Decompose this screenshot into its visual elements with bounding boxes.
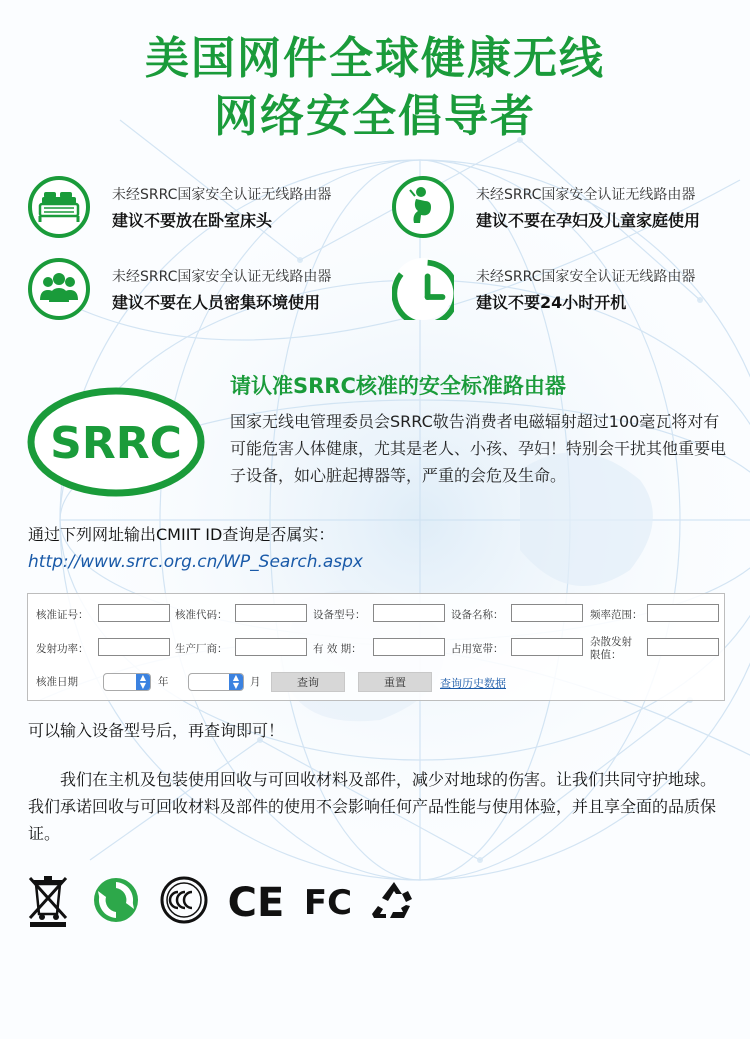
approval-code-input[interactable] xyxy=(235,604,307,622)
device-model-input[interactable] xyxy=(373,604,445,622)
srrc-logo xyxy=(26,386,206,498)
query-history-link[interactable]: 查询历史数据 xyxy=(440,677,506,690)
ce-mark-icon xyxy=(228,872,284,928)
transmit-power-input[interactable] xyxy=(98,638,170,656)
manufacturer-input[interactable] xyxy=(235,638,307,656)
warning-crowded xyxy=(28,258,368,330)
green-recycling-icon xyxy=(92,872,140,928)
device-model-label: 设备型号： xyxy=(313,609,366,621)
pregnant-woman-icon xyxy=(392,176,454,238)
month-label: 月 xyxy=(250,676,261,688)
form-row-1 xyxy=(28,602,726,628)
month-select[interactable] xyxy=(188,673,244,691)
certification-icons xyxy=(26,872,426,932)
warning-caption: 未经SRRC国家安全认证无线路由器 xyxy=(112,187,332,203)
search-button[interactable]: 查询 xyxy=(271,672,345,692)
title-line-2: 网络安全倡导者 xyxy=(214,91,536,142)
device-name-label: 设备名称： xyxy=(451,609,504,621)
crowd-icon xyxy=(28,258,90,320)
warning-bedroom xyxy=(28,176,368,248)
form-row-3 xyxy=(28,669,726,695)
transmit-power-label: 发射功率： xyxy=(36,643,89,655)
validity-label: 有 效 期： xyxy=(313,643,362,655)
spinner-icon: ▲ ▼ xyxy=(229,674,243,690)
srrc-search-link[interactable]: http://www.srrc.org.cn/WP_Search.aspx xyxy=(28,552,363,572)
year-select[interactable] xyxy=(103,673,151,691)
fcc-mark-icon xyxy=(302,872,354,928)
warning-advice: 建议不要在孕妇及儿童家庭使用 xyxy=(476,211,701,230)
weee-bin-icon xyxy=(26,872,70,928)
approval-number-input[interactable] xyxy=(98,604,170,622)
device-name-input[interactable] xyxy=(511,604,583,622)
spurious-emission-label: 杂散发射限值： xyxy=(590,636,632,661)
srrc-heading: 请认准SRRC核准的安全标准路由器 xyxy=(230,374,566,398)
title-line-1: 美国网件全球健康无线 xyxy=(145,33,605,84)
frequency-range-label: 频率范围： xyxy=(590,609,643,621)
approval-date-label: 核准日期 xyxy=(36,676,78,688)
ccc-certification-icon xyxy=(158,872,210,928)
approval-code-label: 核准代码： xyxy=(175,609,228,621)
spurious-emission-input[interactable] xyxy=(647,638,719,656)
fcc-mark-text: FC xyxy=(303,883,353,923)
year-label: 年 xyxy=(158,676,169,688)
warning-24h xyxy=(392,258,732,330)
warning-advice: 建议不要在人员密集环境使用 xyxy=(112,293,321,312)
bandwidth-label: 占用宽带： xyxy=(451,643,504,655)
ce-mark-text: CE xyxy=(228,880,284,926)
warning-advice: 建议不要放在卧室床头 xyxy=(112,211,273,230)
srrc-description: 国家无线电管理委员会SRRC敬告消费者电磁辐射超过100毫瓦将对有可能危害人体健康，尤其是老人、小孩、孕妇！特别会干扰其他重要电子设备，如心脏起搏器等，严重的会危及生命。 xyxy=(230,412,727,485)
page-title xyxy=(0,30,750,146)
recycling-statement: 我们在主机及包装使用回收与可回收材料及部件，减少对地球的伤害。让我们共同守护地球。我们承诺回收与可回收材料及部件的使用不会影响任何产品性能与使用体验，并且享全面的品质保证。 xyxy=(28,770,717,843)
warning-caption: 未经SRRC国家安全认证无线路由器 xyxy=(476,187,696,203)
warning-pregnant-children xyxy=(392,176,732,248)
query-instruction: 通过下列网址输出CMIIT ID查询是否属实： xyxy=(28,525,335,544)
bed-icon xyxy=(28,176,90,238)
form-row-2 xyxy=(28,636,726,662)
approval-number-label: 核准证号： xyxy=(36,609,89,621)
srrc-search-form xyxy=(27,593,725,701)
warning-caption: 未经SRRC国家安全认证无线路由器 xyxy=(476,269,696,285)
recycling-symbol-icon xyxy=(370,872,418,928)
manufacturer-label: 生产厂商： xyxy=(175,643,228,655)
spinner-icon: ▲ ▼ xyxy=(136,674,150,690)
reset-button[interactable]: 重置 xyxy=(358,672,432,692)
srrc-logo-text: SRRC xyxy=(50,418,182,469)
bandwidth-input[interactable] xyxy=(511,638,583,656)
clock-icon xyxy=(392,258,454,320)
validity-input[interactable] xyxy=(373,638,445,656)
warning-caption: 未经SRRC国家安全认证无线路由器 xyxy=(112,269,332,285)
search-hint: 可以输入设备型号后，再查询即可！ xyxy=(28,721,285,740)
warning-advice: 建议不要24小时开机 xyxy=(476,293,627,312)
frequency-range-input[interactable] xyxy=(647,604,719,622)
